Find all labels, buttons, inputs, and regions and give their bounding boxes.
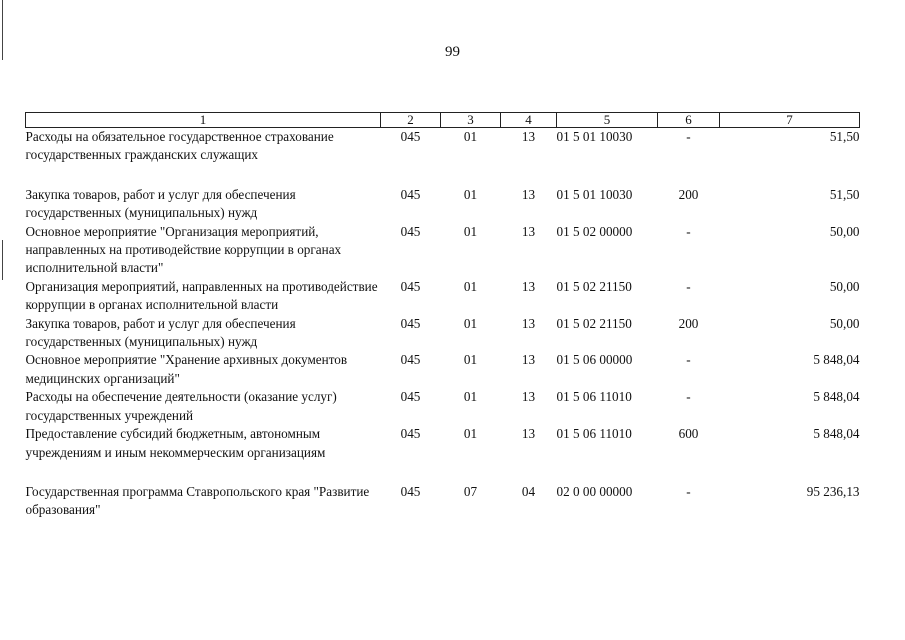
table-row	[26, 186, 860, 223]
column-header-3: 3	[441, 113, 501, 128]
row-subsection-code: 04	[521, 483, 536, 499]
row-amount: 95 236,13	[806, 483, 860, 499]
row-subsection-code: 13	[521, 426, 536, 442]
table-row	[26, 278, 860, 315]
row-ministry-code: 045	[400, 483, 421, 499]
row-name: Расходы на обязательное государственное страхование государственных гражданских служащих	[25, 129, 334, 163]
row-subsection-code: 13	[521, 223, 536, 239]
row-target-code: 02 0 00 00000	[556, 483, 633, 499]
row-section-code: 01	[463, 389, 478, 405]
row-target-code: 01 5 06 11010	[556, 426, 632, 442]
column-number-header	[26, 113, 860, 128]
row-target-code: 01 5 02 00000	[556, 223, 633, 239]
row-name: Закупка товаров, работ и услуг для обеспечения государственных (муниципальных) нужд	[25, 315, 296, 350]
row-amount: 50,00	[829, 223, 860, 239]
row-amount: 50,00	[829, 278, 860, 294]
table-row	[26, 351, 860, 388]
row-name: Закупка товаров, работ и услуг для обеспечения государственных (муниципальных) нужд	[25, 186, 296, 221]
row-amount: 5 848,04	[813, 426, 860, 442]
row-expense-type: 200	[678, 315, 699, 331]
row-ministry-code: 045	[400, 129, 421, 144]
row-name: Государственная программа Ставропольского края "Развитие образования"	[25, 483, 370, 518]
row-section-code: 01	[463, 129, 478, 144]
row-amount: 51,50	[829, 186, 860, 202]
row-name: Основное мероприятие "Организация мероприятий, направленных на противодействие коррупции в органах исполнительной власти"	[25, 223, 342, 276]
row-section-code: 01	[463, 352, 478, 368]
row-subsection-code: 13	[521, 315, 536, 331]
row-ministry-code: 045	[400, 278, 421, 294]
row-section-code: 01	[463, 223, 478, 239]
row-expense-type: -	[686, 278, 691, 294]
row-ministry-code: 045	[400, 389, 421, 405]
table-row	[26, 223, 860, 278]
row-target-code: 01 5 02 21150	[556, 315, 632, 331]
row-amount: 5 848,04	[813, 352, 860, 368]
row-target-code: 01 5 02 21150	[556, 278, 632, 294]
row-ministry-code: 045	[400, 223, 421, 239]
row-subsection-code: 13	[521, 352, 536, 368]
row-section-code: 01	[463, 426, 478, 442]
row-expense-type: -	[686, 352, 691, 368]
row-spacer	[26, 462, 860, 483]
row-expense-type: 200	[678, 186, 699, 202]
scan-edge-line-lower	[2, 240, 3, 280]
row-amount: 51,50	[829, 129, 860, 144]
row-subsection-code: 13	[521, 278, 536, 294]
row-name: Предоставление субсидий бюджетным, автономным учреждениям и иным некоммерческим организациям	[25, 426, 326, 460]
row-ministry-code: 045	[400, 426, 421, 442]
row-section-code: 01	[463, 278, 478, 294]
column-header-6: 6	[658, 113, 720, 128]
row-target-code: 01 5 06 00000	[556, 352, 633, 368]
row-name: Основное мероприятие "Хранение архивных документов медицинских организаций"	[25, 352, 348, 386]
row-target-code: 01 5 01 10030	[556, 129, 633, 144]
table-row	[26, 315, 860, 352]
row-expense-type: -	[686, 389, 691, 405]
row-name: Организация мероприятий, направленных на противодействие коррупции в органах исполнительной власти	[25, 278, 378, 313]
table-row	[26, 388, 860, 425]
row-expense-type: -	[686, 223, 691, 239]
row-name: Расходы на обеспечение деятельности (оказание услуг) государственных учреждений	[25, 389, 337, 423]
row-ministry-code: 045	[400, 186, 421, 202]
row-subsection-code: 13	[521, 129, 536, 144]
row-expense-type: -	[686, 129, 691, 144]
row-section-code: 01	[463, 186, 478, 202]
row-target-code: 01 5 06 11010	[556, 389, 632, 405]
row-target-code: 01 5 01 10030	[556, 186, 633, 202]
column-header-2: 2	[381, 113, 441, 128]
row-expense-type: 600	[678, 426, 699, 442]
row-amount: 50,00	[829, 315, 860, 331]
row-section-code: 01	[463, 315, 478, 331]
row-expense-type: -	[686, 483, 691, 499]
row-section-code: 07	[463, 483, 478, 499]
row-ministry-code: 045	[400, 315, 421, 331]
budget-table	[25, 112, 860, 520]
page-number: 99	[445, 44, 460, 60]
column-header-7: 7	[720, 113, 860, 128]
table-row	[26, 425, 860, 462]
column-header-4: 4	[501, 113, 557, 128]
table-row	[26, 128, 860, 165]
row-subsection-code: 13	[521, 186, 536, 202]
table-row	[26, 483, 860, 520]
row-spacer	[26, 165, 860, 186]
column-header-1: 1	[26, 113, 381, 128]
row-amount: 5 848,04	[813, 389, 860, 405]
row-ministry-code: 045	[400, 352, 421, 368]
column-header-5: 5	[557, 113, 658, 128]
row-subsection-code: 13	[521, 389, 536, 405]
